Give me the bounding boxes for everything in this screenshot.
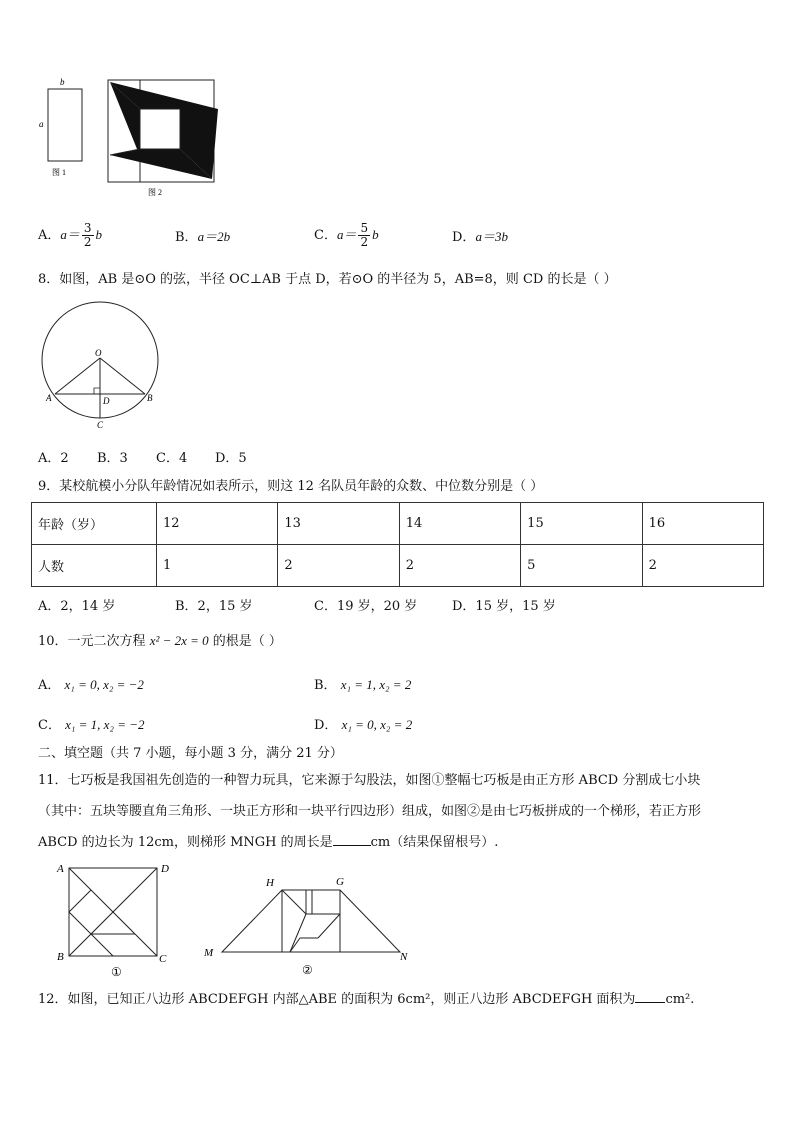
q7-option-a[interactable]: A．a＝ $\frac{3}{2}$ b: [38, 221, 103, 249]
q11-fig1-label-d: D: [161, 863, 169, 875]
q12-answer-blank[interactable]: [635, 990, 665, 1003]
q8-label-b: B: [147, 393, 153, 403]
q8-stem: 8．如图，AB 是⊙O 的弦，半径 OC⊥AB 于点 D，若⊙O 的半径为 5，AB=8，则 CD 的长是（ ）: [38, 272, 617, 287]
q11-fig1-label-a: A: [57, 863, 64, 875]
q9-age-table: [31, 502, 764, 587]
q8-label-o: O: [95, 348, 102, 358]
q7-fig2-caption: 图 2: [148, 188, 162, 197]
q11-line-3: ABCD 的边长为 12cm，则梯形 MNGH 的周长是 cm（结果保留根号）.: [38, 835, 499, 850]
q8-option-a[interactable]: A．2: [38, 451, 69, 466]
q7-fig1-rectangle: [48, 89, 82, 161]
q11-fig2-label-n: N: [400, 951, 408, 963]
q9-table-row-count: [32, 545, 764, 587]
q9-cell-header-age: 年龄（岁）: [32, 503, 157, 545]
q8-label-d: D: [103, 396, 110, 406]
q11-fig1-caption: ①: [111, 965, 122, 979]
q11-fig1-tangram: [55, 860, 175, 982]
q11-fig2-label-g: G: [336, 876, 344, 888]
q10-option-c[interactable]: C． x₁ = 1, x₂ = −2: [38, 717, 145, 733]
q7-fig1-label-b: b: [60, 77, 65, 87]
q10-option-d[interactable]: D． x₁ = 0, x₂ = 2: [314, 717, 413, 733]
q11-line-2: （其中：五块等腰直角三角形、一块正方形和一块平行四边形）组成，如图②是由七巧板拼成的一个梯形，若正方形: [38, 804, 702, 819]
q8-option-d[interactable]: D．5: [215, 451, 247, 466]
q9-cell: 5: [521, 545, 642, 587]
q9-cell: 12: [157, 503, 278, 545]
q9-table-row-age: [32, 503, 764, 545]
q7-fig1-label-a: a: [39, 119, 44, 129]
q8-circle-figure: [40, 300, 165, 435]
q8-option-c[interactable]: C．4: [156, 451, 188, 466]
q8-label-a: A: [46, 393, 52, 403]
q11-fig1-label-c: C: [159, 953, 167, 965]
q7-figures: [30, 75, 230, 200]
q7-option-b[interactable]: B．a＝2b: [175, 229, 231, 245]
q10-option-a[interactable]: A． x₁ = 0, x₂ = −2: [38, 677, 144, 693]
q11-fig2-label-h: H: [266, 877, 274, 889]
q9-option-b[interactable]: B．2，15 岁: [175, 599, 253, 614]
q10-option-b[interactable]: B． x₁ = 1, x₂ = 2: [314, 677, 412, 693]
q10-stem: 10．一元二次方程 x² − 2x = 0 的根是（ ）: [38, 633, 282, 649]
q9-cell: 13: [278, 503, 399, 545]
q9-cell: 2: [399, 545, 520, 587]
q11-fig2-trapezoid: [200, 868, 420, 980]
q9-cell: 2: [642, 545, 763, 587]
q8-label-c: C: [97, 420, 104, 430]
q11-fig2-caption: ②: [302, 963, 313, 977]
q9-cell: 14: [399, 503, 520, 545]
q7-option-c[interactable]: C．a＝ $\frac{5}{2}$ b: [314, 221, 379, 249]
q9-cell: 16: [642, 503, 763, 545]
q11-answer-blank[interactable]: [333, 833, 371, 846]
section-2-title: 二、填空题（共 7 小题，每小题 3 分，满分 21 分）: [38, 746, 343, 761]
q9-option-d[interactable]: D．15 岁，15 岁: [452, 599, 556, 614]
q10-equation: x² − 2x = 0: [149, 633, 209, 648]
q7-fig1-caption: 图 1: [52, 168, 66, 177]
q9-option-a[interactable]: A．2，14 岁: [38, 599, 116, 614]
q8-option-b[interactable]: B．3: [97, 451, 128, 466]
q9-stem: 9．某校航模小分队年龄情况如表所示，则这 12 名队员年龄的众数、中位数分别是（ ）: [38, 479, 544, 494]
q11-line-1: 11．七巧板是我国祖先创造的一种智力玩具，它来源于勾股法，如图①整幅七巧板是由正方形 ABCD 分割成七小块: [38, 773, 701, 788]
q7-option-d[interactable]: D．a＝3b: [452, 229, 508, 245]
q9-cell: 2: [278, 545, 399, 587]
q7-fig2-inner-square: [140, 109, 180, 149]
q9-option-c[interactable]: C．19 岁，20 岁: [314, 599, 418, 614]
q9-cell-header-count: 人数: [32, 545, 157, 587]
q12-stem: 12．如图，已知正八边形 ABCDEFGH 内部△ABE 的面积为 6cm²，则正八边形 ABCDEFGH 面积为 cm².: [38, 992, 695, 1007]
q9-cell: 1: [157, 545, 278, 587]
q11-fig1-label-b: B: [57, 951, 64, 963]
q9-cell: 15: [521, 503, 642, 545]
q11-fig2-label-m: M: [204, 947, 214, 959]
